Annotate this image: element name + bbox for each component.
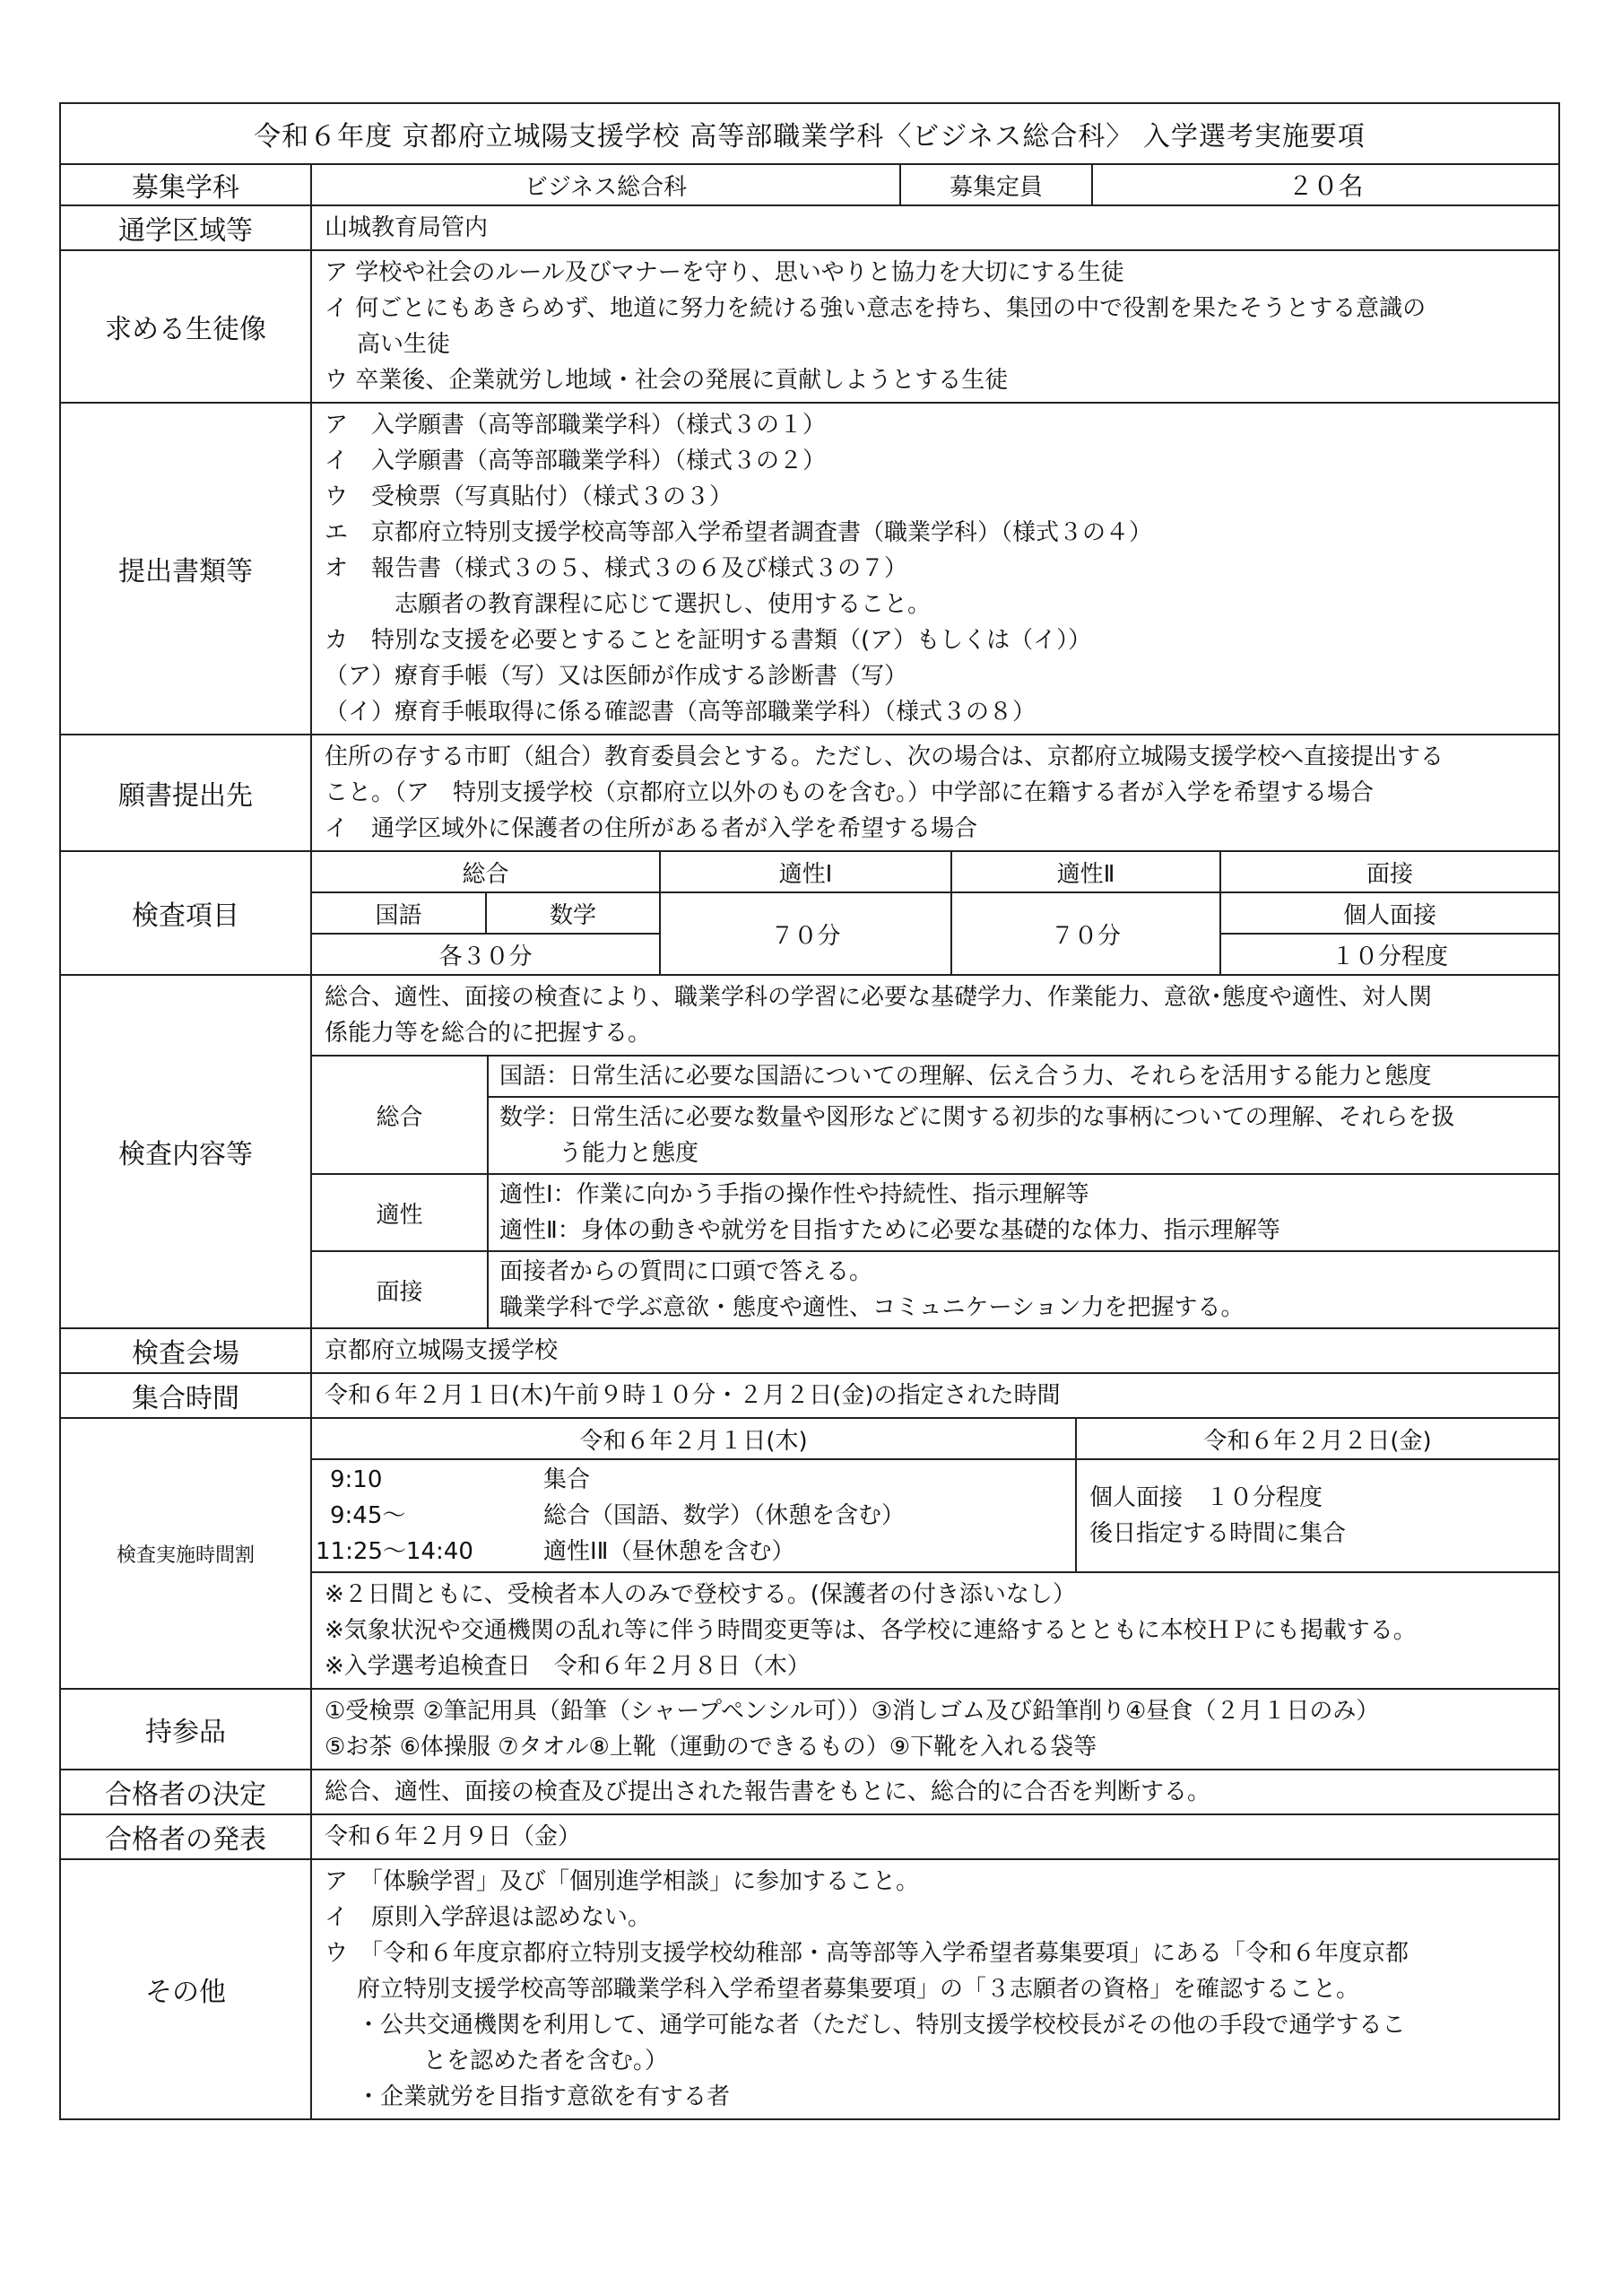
items-line: ⑤お茶 ⑥体操服 ⑦タオル⑧上靴（運動のできるもの）⑨下靴を入れる袋等 [325,1734,1097,1761]
timetable-notes [312,1573,1558,1688]
content-general-line: う能力と態度 [559,1140,699,1167]
venue-row [60,1328,1559,1373]
day2-header: 令和６年２月２日(金) [1076,1419,1558,1459]
district-value: 山城教育局管内 [311,205,1559,250]
items-row [60,1689,1559,1770]
documents-line: カ 特別な支援を必要とすることを証明する書類（(ア）もしくは（イ）） [325,627,1092,654]
submission-content [311,735,1559,851]
ideal-line: ウ 卒業後、企業就労し地域・社会の発展に貢献しようとする生徒 [325,367,1009,394]
other-line: ・企業就労を目指す意欲を有する者 [357,2083,731,2110]
timetable-note: ※２日間ともに、受検者本人のみで登校する。(保護者の付き添いなし） [325,1581,1076,1608]
exam-content-intro-line: 係能力等を総合的に把握する。 [325,1020,652,1047]
content-general-label: 総合 [312,1056,488,1174]
items-content [311,1689,1559,1770]
day1-header: 令和６年２月１日(木) [312,1419,1076,1459]
timetable-row [60,1418,1559,1689]
content-interview-line: 職業学科で学ぶ意欲・態度や適性、コミュニケーション力を把握する。 [499,1294,1245,1321]
documents-line: （ア）療育手帳（写）又は医師が作成する診断書（写） [325,663,908,690]
items-line: ①受検票 ②筆記用具（鉛筆（シャープペンシル可））③消しゴム及び鉛筆削り④昼食（２月１日のみ） [325,1698,1380,1725]
title-row [60,103,1559,164]
schedule-item: 総合（国語、数学）（休憩を含む） [543,1502,906,1529]
other-line: イ 原則入学辞退は認めない。 [325,1904,652,1931]
schedule-item: 集合 [543,1466,591,1493]
other-line: ウ 「令和６年度京都府立特別支援学校幼稚部・高等部等入学希望者募集要項」にある「令和６年度京都 [325,1940,1409,1967]
documents-row [60,403,1559,735]
ideal-label: 求める生徒像 [60,250,311,403]
exam-content-intro [312,976,1558,1055]
timetable-table [312,1419,1558,1573]
documents-line: オ 報告書（様式３の５、様式３の６及び様式３の７） [325,555,908,582]
schedule-time: 11:25～14:40 [316,1538,473,1565]
exam-content-row [60,975,1559,1328]
exam-content-intro-line: 総合、適性、面接の検査により、職業学科の学習に必要な基礎学力、作業能力、意欲･態度や適性、対人関 [325,984,1433,1011]
ideal-line: ア 学校や社会のルール及びマナーを守り、思いやりと協力を大切にする生徒 [325,259,1124,286]
district-row [60,205,1559,250]
documents-line: ウ 受検票（写真貼付）（様式３の３） [325,483,733,510]
documents-label: 提出書類等 [60,403,311,735]
exam-aptitude1-header: 適性Ⅰ [660,852,951,892]
day2-line: 個人面接 １０分程度 [1089,1484,1323,1511]
content-interview-cell [488,1251,1558,1327]
documents-line: イ 入学願書（高等部職業学科）（様式３の２） [325,448,827,474]
schedule-item: 適性ⅠⅡ（昼休憩を含む） [543,1538,795,1565]
exam-content-label: 検査内容等 [60,975,311,1328]
decision-label: 合格者の決定 [60,1770,311,1814]
exam-interview-type: 個人面接 [1220,892,1558,934]
content-general-cell [488,1056,1558,1174]
documents-line: ア 入学願書（高等部職業学科）（様式３の１） [325,412,827,439]
document-title: 令和６年度 京都府立城陽支援学校 高等部職業学科〈ビジネス総合科〉 入学選考実施要項 [60,103,1559,164]
admission-table [59,102,1560,2120]
schedule-time: 9:10 [330,1466,383,1493]
exam-japanese: 国語 [312,892,486,934]
submission-row [60,735,1559,851]
documents-line: 志願者の教育課程に応じて選択し、使用すること。 [395,591,932,618]
other-row [60,1859,1559,2119]
exam-items-row [60,851,1559,975]
other-line: ・公共交通機関を利用して、通学可能な者（ただし、特別支援学校校長がその他の手段で通学するこ [357,2012,1406,2039]
submission-line: イ 通学区域外に保護者の住所がある者が入学を希望する場合 [325,815,978,842]
ideal-content [311,250,1559,403]
venue-label: 検査会場 [60,1328,311,1373]
ideal-line: 高い生徒 [357,331,451,358]
content-aptitude-line: 適性Ⅰ：作業に向かう手指の操作性や持続性、指示理解等 [499,1181,1089,1208]
decision-row [60,1770,1559,1814]
content-interview-label: 面接 [312,1251,488,1327]
submission-label: 願書提出先 [60,735,311,851]
content-aptitude-line: 適性Ⅱ：身体の動きや就労を目指すために必要な基礎的な体力、指示理解等 [499,1217,1280,1244]
items-label: 持参品 [60,1689,311,1770]
exam-interview-header: 面接 [1220,852,1558,892]
recruit-row [60,164,1559,205]
content-aptitude-label: 適性 [312,1174,488,1251]
schedule-time: 9:45～ [330,1502,406,1529]
other-content [311,1859,1559,2119]
ideal-line: イ 何ごとにもあきらめず、地道に努力を続ける強い意志を持ち、集団の中で役割を果たそうとする意識の [325,295,1427,322]
exam-items-table [312,852,1558,974]
announce-row [60,1814,1559,1859]
district-label: 通学区域等 [60,205,311,250]
exam-aptitude1-time: ７０分 [660,892,951,974]
submission-line: こと。（ア 特別支援学校（京都府立以外のものを含む。）中学部に在籍する者が入学を希望する場合 [325,779,1375,806]
exam-aptitude2-header: 適性Ⅱ [951,852,1220,892]
content-aptitude-cell [488,1174,1558,1251]
exam-content-table [312,1055,1558,1327]
capacity-label: 募集定員 [900,165,1092,204]
gather-row [60,1373,1559,1418]
recruit-value: ビジネス総合科 [312,165,900,204]
exam-general-header: 総合 [312,852,660,892]
exam-math: 数学 [486,892,660,934]
day1-schedule [312,1459,1076,1572]
documents-line: （イ）療育手帳取得に係る確認書（高等部職業学科）（様式３の８） [325,699,1037,726]
gather-label: 集合時間 [60,1373,311,1418]
document [59,102,1560,2120]
other-line: とを認めた者を含む。） [423,2048,669,2074]
exam-interview-time: １０分程度 [1220,934,1558,974]
day2-line: 後日指定する時間に集合 [1089,1520,1347,1547]
content-general-line: 数学：日常生活に必要な数量や図形などに関する初歩的な事柄についての理解、それらを扱 [499,1104,1455,1131]
day2-schedule [1076,1459,1558,1572]
content-general-line: 国語：日常生活に必要な国語についての理解、伝え合う力、それらを活用する能力と態度 [499,1063,1432,1090]
other-label: その他 [60,1859,311,2119]
submission-line: 住所の存する市町（組合）教育委員会とする。ただし、次の場合は、京都府立城陽支援学校へ直接提出する [325,744,1444,770]
exam-general-time: 各３０分 [312,934,660,974]
documents-content [311,403,1559,735]
documents-line: エ 京都府立特別支援学校高等部入学希望者調査書（職業学科）（様式３の４） [325,519,1153,546]
decision-value: 総合、適性、面接の検査及び提出された報告書をもとに、総合的に合否を判断する。 [311,1770,1559,1814]
timetable-note: ※気象状況や交通機関の乱れ等に伴う時間変更等は、各学校に連絡するとともに本校ＨＰにも掲載する。 [325,1617,1417,1644]
recruit-label: 募集学科 [60,164,311,205]
other-line: 府立特別支援学校高等部職業学科入学希望者募集要項」の「３志願者の資格」を確認すること。 [357,1976,1360,2003]
announce-value: 令和６年２月９日（金） [311,1814,1559,1859]
gather-value: 令和６年２月１日(木)午前９時１０分・２月２日(金)の指定された時間 [311,1373,1559,1418]
other-line: ア 「体験学習」及び「個別進学相談」に参加すること。 [325,1868,920,1895]
timetable-label: 検査実施時間割 [60,1418,311,1689]
exam-aptitude2-time: ７０分 [951,892,1220,974]
venue-value: 京都府立城陽支援学校 [311,1328,1559,1373]
content-interview-line: 面接者からの質問に口頭で答える。 [499,1258,873,1285]
timetable-note: ※入学選考追検査日 令和６年２月８日（木） [325,1653,811,1680]
capacity-value: ２０名 [1092,165,1558,204]
ideal-row [60,250,1559,403]
exam-items-label: 検査項目 [60,851,311,975]
announce-label: 合格者の発表 [60,1814,311,1859]
